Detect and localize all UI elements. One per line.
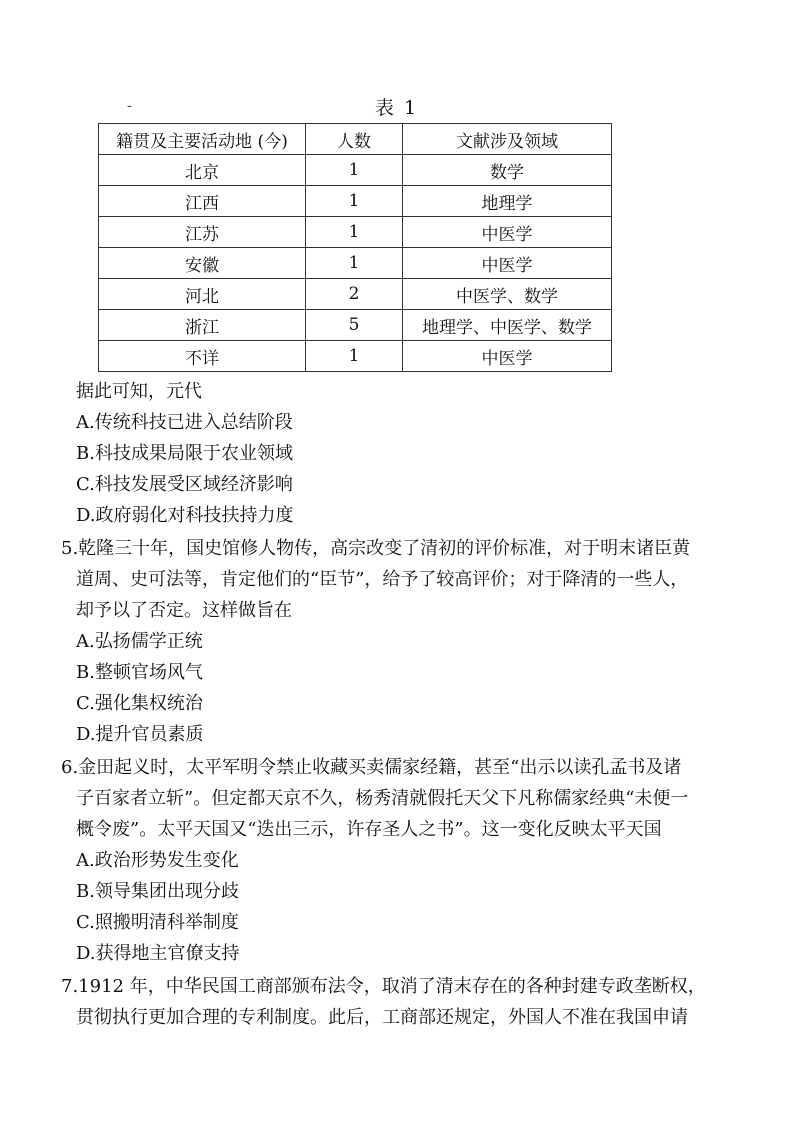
cell-region: 不详 (99, 341, 306, 372)
q6-stem-line: 子百家者立斩”。但定都天京不久，杨秀清就假托天父下凡称儒家经典“未便一 (76, 788, 689, 809)
cell-count: 1 (306, 186, 403, 217)
cell-region: 江西 (99, 186, 306, 217)
cell-count: 1 (306, 155, 403, 186)
cell-fields: 中医学 (403, 217, 612, 248)
q5-stem-line: 道周、史可法等，肯定他们的“臣节”，给予了较高评价；对于降清的一些人， (76, 569, 689, 590)
table-row (99, 248, 612, 279)
table-row (99, 279, 612, 310)
q6-option-b: B.领导集团出现分歧 (76, 881, 239, 902)
cell-region: 浙江 (99, 310, 306, 341)
q5-option-b: B.整顿官场风气 (76, 662, 203, 683)
q6-stem-line: 6.金田起义时，太平军明令禁止收藏买卖儒家经籍，甚至“出示以读孔孟书及诸 (61, 757, 682, 778)
q5-option-c: C.强化集权统治 (76, 693, 203, 714)
q6-option-d: D.获得地主官僚支持 (76, 943, 240, 964)
cell-count: 1 (306, 248, 403, 279)
stray-mark: - (127, 98, 132, 114)
cell-fields: 数学 (403, 155, 612, 186)
statistics-table (98, 123, 612, 372)
table-row (99, 186, 612, 217)
table-row (99, 155, 612, 186)
q4-option-a: A.传统科技已进入总结阶段 (76, 412, 293, 433)
cell-count: 1 (306, 217, 403, 248)
cell-region: 河北 (99, 279, 306, 310)
q4-option-b: B.科技成果局限于农业领域 (76, 443, 293, 464)
cell-fields: 地理学、中医学、数学 (403, 310, 612, 341)
table-row (99, 310, 612, 341)
cell-fields: 地理学 (403, 186, 612, 217)
q5-stem-line: 5.乾隆三十年，国史馆修人物传，高宗改变了清初的评价标准，对于明末诸臣黄 (61, 538, 691, 559)
q5-option-a: A.弘扬儒学正统 (76, 631, 203, 652)
table-header-row (99, 124, 612, 155)
cell-count: 1 (306, 341, 403, 372)
q7-stem-line: 7.1912 年，中华民国工商部颁布法令，取消了清末存在的各种封建专政垄断权， (61, 976, 706, 997)
cell-region: 江苏 (99, 217, 306, 248)
cell-count: 5 (306, 310, 403, 341)
header-fields: 文献涉及领域 (403, 124, 612, 155)
cell-region: 安徽 (99, 248, 306, 279)
q5-option-d: D.提升官员素质 (76, 724, 204, 745)
q4-lead: 据此可知，元代 (76, 381, 202, 402)
q4-option-c: C.科技发展受区域经济影响 (76, 474, 293, 495)
q6-stem-line: 概令废”。太平天国又“迭出三示，许存圣人之书”。这一变化反映太平天国 (76, 819, 662, 840)
table-title: 表 1 (374, 97, 419, 119)
cell-count: 2 (306, 279, 403, 310)
q7-stem-line: 贯彻执行更加合理的专利制度。此后，工商部还规定，外国人不准在我国申请 (76, 1007, 688, 1028)
table-row (99, 217, 612, 248)
cell-fields: 中医学、数学 (403, 279, 612, 310)
q6-option-c: C.照搬明清科举制度 (76, 912, 239, 933)
q4-option-d: D.政府弱化对科技扶持力度 (76, 505, 294, 526)
header-count: 人数 (306, 124, 403, 155)
table-row (99, 341, 612, 372)
cell-region: 北京 (99, 155, 306, 186)
cell-fields: 中医学 (403, 248, 612, 279)
cell-fields: 中医学 (403, 341, 612, 372)
header-region: 籍贯及主要活动地 (今) (99, 124, 306, 155)
q5-stem-line: 却予以了否定。这样做旨在 (76, 600, 292, 621)
q6-option-a: A.政治形势发生变化 (76, 850, 239, 871)
